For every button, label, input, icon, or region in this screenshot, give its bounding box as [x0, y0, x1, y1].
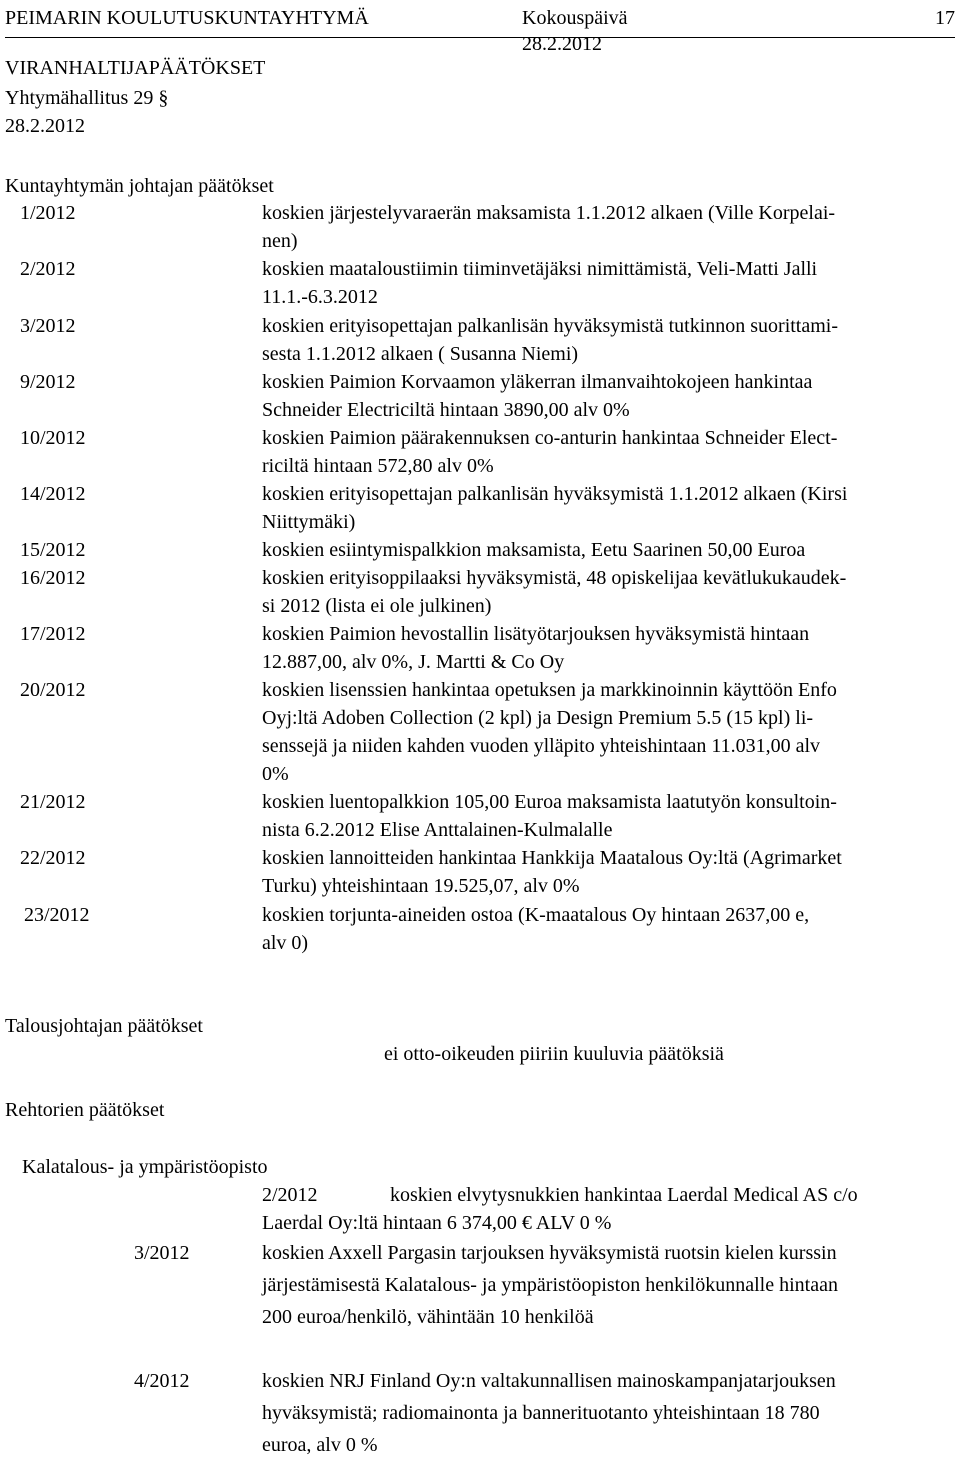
page-number: 17: [935, 7, 955, 29]
decision-text: koskien torjunta-aineiden ostoa (K-maatalous Oy hintaan 2637,00 e, alv 0): [262, 904, 810, 954]
decision-text: koskien esiintymispalkkion maksamista, Eetu Saarinen 50,00 Euroa: [262, 539, 806, 561]
decision-text: koskien elvytysnukkien hankintaa Laerdal Medical AS c/o Laerdal Oy:ltä hintaan 6 374,00 € ALV 0 %: [262, 1184, 858, 1234]
board-reference: Yhtymähallitus 29 §: [5, 87, 169, 109]
decision-number: 21/2012: [20, 791, 86, 813]
decision-text: koskien Axxell Pargasin tarjouksen hyväksymistä ruotsin kielen kurssin järjestämisestä Kalatalous- ja ympäristöopiston henkilökunnalle hintaan 200 euroa/henkilö, vähintään 10 henkilöä: [262, 1242, 838, 1328]
decision-text: koskien lannoitteiden hankintaa Hankkija Maatalous Oy:ltä (Agrimarket Turku) yhteishintaan 19.525,07, alv 0%: [262, 847, 842, 897]
section-heading-finance: Talousjohtajan päätökset: [5, 1015, 203, 1037]
decision-text: koskien luentopalkkion 105,00 Euroa maksamista laatutyön konsultoin- nista 6.2.2012 Elise Anttalainen-Kulmalalle: [262, 791, 837, 841]
decision-number: 15/2012: [20, 539, 86, 561]
decision-text: koskien Paimion päärakennuksen co-anturin hankintaa Schneider Elect- riciltä hintaan 572,80 alv 0%: [262, 427, 838, 477]
decision-number: 16/2012: [20, 567, 86, 589]
decision-number: 20/2012: [20, 679, 86, 701]
decision-text: koskien erityisopettajan palkanlisän hyväksymistä tutkinnon suorittami- sesta 1.1.2012 alkaen ( Susanna Niemi): [262, 315, 839, 365]
section-title: VIRANHALTIJAPÄÄTÖKSET: [5, 57, 266, 79]
decision-text: koskien Paimion hevostallin lisätyötarjouksen hyväksymistä hintaan 12.887,00, alv 0%, J. Martti & Co Oy: [262, 623, 810, 673]
decision-number: 10/2012: [20, 427, 86, 449]
decision-text: koskien NRJ Finland Oy:n valtakunnallisen mainoskampanjatarjouksen hyväksymistä; radiomainonta ja bannerituotanto yhteishintaan 18 780 euroa, alv 0 %: [262, 1370, 836, 1456]
decision-text: koskien lisenssien hankintaa opetuksen ja markkinoinnin käyttöön Enfo Oyj:ltä Adoben Collection (2 kpl) ja Design Premium 5.5 (15 kpl) li- senssejä ja niiden kahden vuoden ylläpito yhteishintaan 11.031,00 alv 0%: [262, 679, 837, 785]
finance-note: ei otto-oikeuden piiriin kuuluvia päätöksiä: [384, 1043, 724, 1065]
decision-text: koskien erityisoppilaaksi hyväksymistä, 48 opiskelijaa kevätlukukaudek- si 2012 (lista ei ole julkinen): [262, 567, 847, 617]
decision-number: 1/2012: [20, 202, 76, 224]
institute-name: Kalatalous- ja ympäristöopisto: [22, 1156, 268, 1178]
decision-number: 4/2012: [134, 1370, 190, 1392]
decision-number: 23/2012: [24, 904, 90, 926]
meeting-date: 28.2.2012: [522, 33, 602, 55]
decision-number: 22/2012: [20, 847, 86, 869]
decision-text: koskien Paimion Korvaamon yläkerran ilmanvaihtokojeen hankintaa Schneider Electriciltä hintaan 3890,00 alv 0%: [262, 371, 813, 421]
section-heading-director: Kuntayhtymän johtajan päätökset: [5, 175, 274, 197]
decision-number: 14/2012: [20, 483, 86, 505]
decision-number: 17/2012: [20, 623, 86, 645]
decision-text: koskien erityisopettajan palkanlisän hyväksymistä 1.1.2012 alkaen (Kirsi Niittymäki): [262, 483, 848, 533]
decision-text: koskien maataloustiimin tiiminvetäjäksi nimittämistä, Veli-Matti Jalli 11.1.-6.3.2012: [262, 258, 818, 308]
decision-text: koskien järjestelyvaraerän maksamista 1.1.2012 alkaen (Ville Korpelai- nen): [262, 202, 836, 252]
organization-name: PEIMARIN KOULUTUSKUNTAYHTYMÄ: [5, 7, 369, 29]
section-heading-principals: Rehtorien päätökset: [5, 1099, 165, 1121]
decision-number: 3/2012: [134, 1242, 190, 1264]
board-date: 28.2.2012: [5, 115, 85, 137]
decision-number: 2/2012: [20, 258, 76, 280]
decision-number: 2/2012: [262, 1184, 318, 1206]
header-rule: [5, 37, 955, 38]
decision-number: 3/2012: [20, 315, 76, 337]
meeting-date-label: Kokouspäivä: [522, 7, 628, 29]
decision-number: 9/2012: [20, 371, 76, 393]
